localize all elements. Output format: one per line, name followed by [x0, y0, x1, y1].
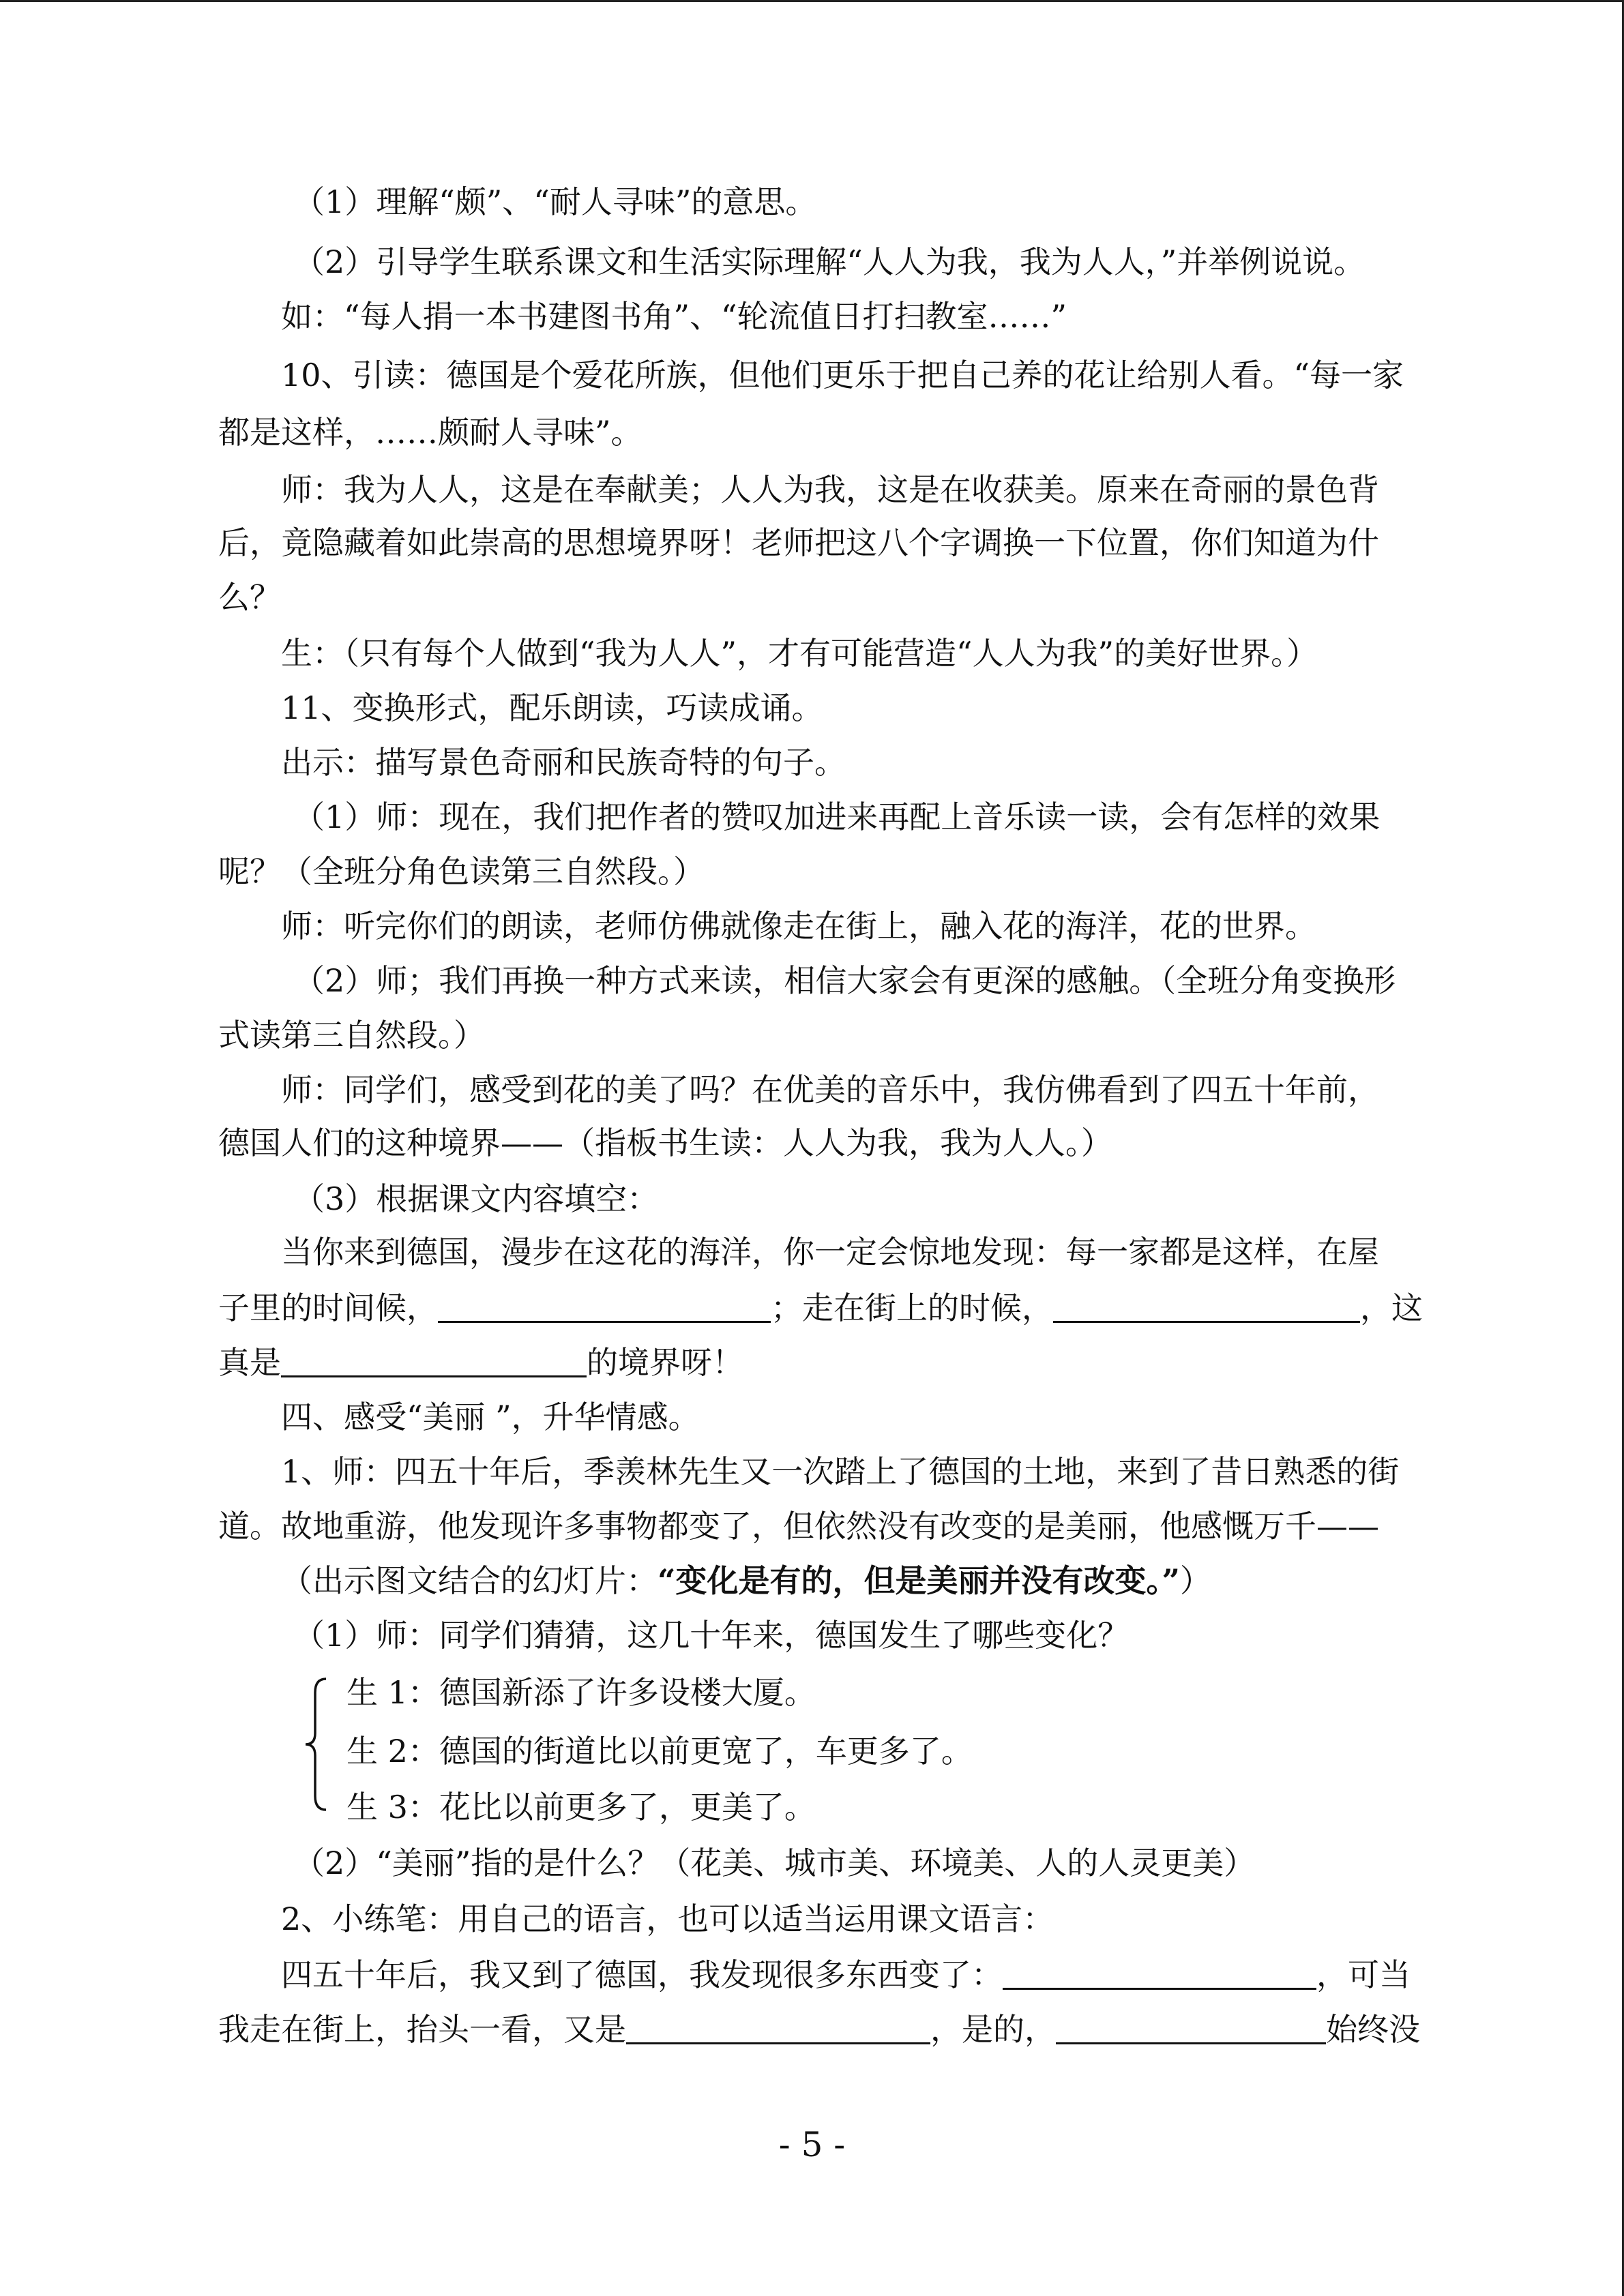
text-line: 都是这样，……颇耐人寻味”。 — [218, 414, 643, 451]
fill-blank — [438, 1292, 771, 1323]
page-number: - 5 - — [778, 2125, 846, 2164]
slide-quote-line — [281, 1560, 1211, 1601]
text-line: 师：听完你们的朗读，老师仿佛就像走在街上，融入花的海洋，花的世界。 — [281, 908, 1316, 944]
text-line: 当你来到德国，漫步在这花的海洋，你一定会惊地发现：每一家都是这样，在屋 — [281, 1234, 1379, 1270]
text-line: （2）“美丽”指的是什么？（花美、城市美、环境美、人的人灵更美） — [293, 1845, 1256, 1881]
text-line: 11、变换形式，配乐朗读，巧读成诵。 — [281, 689, 823, 726]
text-segment: 真是 — [218, 1344, 281, 1381]
text-line: 10、引读：德国是个爱花所族，但他们更乐于把自己养的花让给别人看。“每一家 — [281, 357, 1404, 393]
text-line: 呢？（全班分角色读第三自然段。） — [218, 853, 705, 890]
fill-in-line — [281, 1954, 1411, 1995]
student-answer: 生 3：花比以前更多了，更美了。 — [346, 1789, 816, 1825]
text-line: （1）理解“颇”、“耐人寻味”的意思。 — [293, 183, 817, 220]
text-segment: （出示图文结合的幻灯片： — [281, 1562, 658, 1599]
fill-blank — [281, 1347, 587, 1377]
bold-quote: “变化是有的，但是美丽并没有改变。” — [658, 1562, 1180, 1599]
text-segment: ，这 — [1360, 1289, 1423, 1326]
text-line: 道。故地重游，他发现许多事物都变了，但依然没有改变的是美丽，他感慨万千—— — [218, 1508, 1379, 1545]
student-answer: 生 2：德国的街道比以前更宽了，车更多了。 — [346, 1733, 973, 1770]
text-segment: ；走在街上的时候， — [771, 1289, 1053, 1326]
text-segment: 四五十年后，我又到了德国，我发现很多东西变了： — [281, 1956, 1003, 1993]
text-segment: ，是的， — [930, 2011, 1056, 2048]
text-line: 么？ — [218, 579, 281, 616]
text-line: （2）师；我们再换一种方式来读，相信大家会有更深的感触。（全班分角变换形 — [293, 962, 1396, 999]
fill-blank — [1003, 1959, 1316, 1990]
text-line: （2）引导学生联系课文和生活实际理解“人人为我，我为人人，”并举例说说。 — [293, 243, 1365, 280]
text-line: 后，竟隐藏着如此崇高的思想境界呀！老师把这八个字调换一下位置，你们知道为什 — [218, 524, 1379, 561]
text-line: （1）师：同学们猜猜，这几十年来，德国发生了哪些变化？ — [293, 1617, 1130, 1654]
text-line: 德国人们的这种境界——（指板书生读：人人为我，我为人人。） — [218, 1124, 1112, 1161]
fill-in-line — [218, 1287, 1423, 1328]
text-line: （1）师：现在，我们把作者的赞叹加进来再配上音乐读一读，会有怎样的效果 — [293, 799, 1381, 835]
text-line: （3）根据课文内容填空： — [293, 1180, 659, 1217]
fill-blank — [1053, 1292, 1360, 1323]
text-segment: 子里的时间候， — [218, 1289, 438, 1326]
fill-in-line — [218, 2009, 1420, 2050]
text-line: 1、师：四五十年后，季羡林先生又一次踏上了德国的土地，来到了昔日熟悉的街 — [281, 1453, 1400, 1490]
fill-blank — [626, 2014, 930, 2044]
text-line: 生：（只有每个人做到“我为人人”，才有可能营造“人人为我”的美好世界。） — [281, 635, 1318, 672]
text-line: 如：“每人捐一本书建图书角”、“轮流值日打扫教室……” — [281, 298, 1067, 335]
student-answer: 生 1：德国新添了许多设楼大厦。 — [346, 1674, 816, 1711]
text-line: 师：同学们，感受到花的美了吗？在优美的音乐中，我仿佛看到了四五十年前， — [281, 1071, 1379, 1108]
fill-blank — [1056, 2014, 1326, 2044]
text-segment: ，可当 — [1316, 1956, 1411, 1993]
page-top-border — [0, 0, 1624, 2]
fill-in-line — [218, 1342, 743, 1383]
text-line: 式读第三自然段。） — [218, 1017, 485, 1054]
text-segment: 的境界呀！ — [587, 1344, 743, 1381]
text-line: 出示：描写景色奇丽和民族奇特的句子。 — [281, 744, 846, 781]
text-segment: ） — [1179, 1562, 1211, 1599]
section-heading: 四、感受“美丽 ”，升华情感。 — [281, 1399, 700, 1435]
text-line: 师：我为人人，这是在奉献美；人人为我，这是在收获美。原来在奇丽的景色背 — [281, 471, 1379, 508]
text-segment: 始终没 — [1326, 2011, 1420, 2048]
text-segment: 我走在街上，抬头一看，又是 — [218, 2011, 626, 2048]
text-line: 2、小练笔：用自己的语言，也可以适当运用课文语言： — [281, 1900, 1054, 1937]
brace-icon — [303, 1676, 330, 1813]
